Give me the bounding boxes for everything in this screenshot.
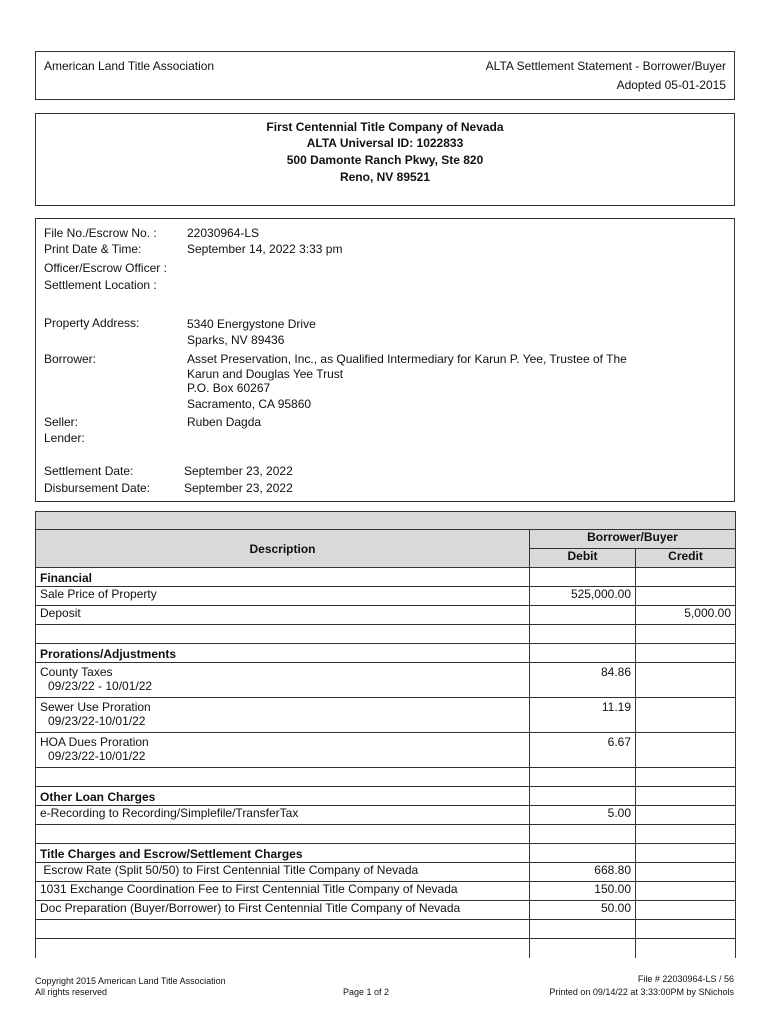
- row-description: Sewer Use Proration: [40, 700, 151, 714]
- table-row: [36, 901, 736, 920]
- blank-row: [36, 825, 736, 844]
- footer-printed: Printed on 09/14/22 at 3:33:00PM by SNichols: [549, 987, 734, 997]
- borrower-line-3: P.O. Box 60267: [187, 381, 271, 395]
- table-top-band: [36, 512, 736, 530]
- print-value: September 14, 2022 3:33 pm: [187, 242, 343, 256]
- row-debit: 150.00: [530, 882, 636, 901]
- row-description: HOA Dues Proration: [40, 735, 149, 749]
- company-address-2: Reno, NV 89521: [339, 170, 431, 184]
- borrower-line-4: Sacramento, CA 95860: [187, 397, 312, 411]
- settlement-date-value: September 23, 2022: [184, 464, 293, 478]
- company-name: First Centennial Title Company of Nevada: [266, 120, 504, 134]
- section-row: [36, 644, 736, 663]
- row-debit: 50.00: [530, 901, 636, 920]
- table-row: [36, 806, 736, 825]
- blank-row: [36, 920, 736, 939]
- row-debit: 11.19: [530, 698, 636, 733]
- row-description: e-Recording to Recording/Simplefile/TransferTax: [36, 806, 530, 825]
- table-row: [36, 663, 736, 698]
- header-box: [35, 51, 735, 100]
- table-row: [36, 733, 736, 768]
- disbursement-date-label: Disbursement Date:: [44, 481, 151, 495]
- alta-id: ALTA Universal ID: 1022833: [306, 136, 464, 150]
- debit-header: Debit: [530, 549, 636, 568]
- row-description: Doc Preparation (Buyer/Borrower) to First Centennial Title Company of Nevada: [36, 901, 530, 920]
- property-line-1: 5340 Energystone Drive: [187, 317, 316, 331]
- property-line-2: Sparks, NV 89436: [187, 333, 285, 347]
- footer-copyright-1: Copyright 2015 American Land Title Association: [35, 976, 226, 986]
- officer-label: Officer/Escrow Officer :: [44, 261, 167, 275]
- row-description: 1031 Exchange Coordination Fee to First Centennial Title Company of Nevada: [36, 882, 530, 901]
- lender-label: Lender:: [44, 431, 85, 445]
- section-prorations: Prorations/Adjustments: [36, 644, 530, 663]
- row-debit: 668.80: [530, 863, 636, 882]
- table-row: [36, 863, 736, 882]
- row-debit: 6.67: [530, 733, 636, 768]
- description-header: Description: [36, 530, 530, 568]
- disbursement-date-value: September 23, 2022: [184, 481, 293, 495]
- table-row: [36, 882, 736, 901]
- table-header-row: [36, 530, 736, 549]
- section-other-loan: Other Loan Charges: [36, 787, 530, 806]
- row-debit: 84.86: [530, 663, 636, 698]
- section-title-charges: Title Charges and Escrow/Settlement Charges: [36, 844, 530, 863]
- location-label: Settlement Location :: [44, 278, 157, 292]
- charges-table: [35, 511, 736, 958]
- row-debit: 525,000.00: [530, 587, 636, 606]
- table-row: [36, 698, 736, 733]
- row-period: 09/23/22-10/01/22: [48, 749, 146, 763]
- row-debit: 5.00: [530, 806, 636, 825]
- company-box: [35, 113, 735, 206]
- footer-file-number: File # 22030964-LS / 56: [637, 974, 734, 984]
- section-row: [36, 787, 736, 806]
- blank-row: [36, 939, 736, 958]
- property-label: Property Address:: [44, 316, 140, 330]
- borrower-label: Borrower:: [44, 352, 97, 366]
- row-period: 09/23/22 - 10/01/22: [48, 679, 153, 693]
- file-label: File No./Escrow No. :: [44, 226, 157, 240]
- blank-row: [36, 625, 736, 644]
- footer-copyright-2: All rights reserved: [35, 987, 108, 997]
- section-row: [36, 568, 736, 587]
- credit-header: Credit: [636, 549, 736, 568]
- settlement-date-label: Settlement Date:: [44, 464, 134, 478]
- seller-value: Ruben Dagda: [187, 415, 262, 429]
- section-row: [36, 844, 736, 863]
- row-description: Escrow Rate (Split 50/50) to First Centennial Title Company of Nevada: [36, 863, 530, 882]
- company-address-1: 500 Damonte Ranch Pkwy, Ste 820: [286, 153, 484, 167]
- row-period: 09/23/22-10/01/22: [48, 714, 146, 728]
- file-info-box: [35, 218, 735, 502]
- table-row: [36, 587, 736, 606]
- table-row: [36, 606, 736, 625]
- party-header: Borrower/Buyer: [530, 530, 736, 549]
- association-name: American Land Title Association: [44, 59, 215, 73]
- row-description: Deposit: [36, 606, 530, 625]
- row-description: County Taxes: [40, 665, 113, 679]
- statement-title: ALTA Settlement Statement - Borrower/Buyer: [485, 59, 726, 73]
- row-credit: 5,000.00: [636, 606, 736, 625]
- borrower-line-2: Karun and Douglas Yee Trust: [187, 367, 344, 381]
- row-description: Sale Price of Property: [36, 587, 530, 606]
- section-financial: Financial: [36, 568, 530, 587]
- file-value: 22030964-LS: [187, 226, 260, 240]
- footer-page-number: Page 1 of 2: [343, 987, 390, 997]
- print-label: Print Date & Time:: [44, 242, 142, 256]
- seller-label: Seller:: [44, 415, 79, 429]
- adopted-date: Adopted 05-01-2015: [616, 78, 726, 92]
- blank-row: [36, 768, 736, 787]
- borrower-line-1: Asset Preservation, Inc., as Qualified Intermediary for Karun P. Yee, Trustee of The: [187, 352, 627, 366]
